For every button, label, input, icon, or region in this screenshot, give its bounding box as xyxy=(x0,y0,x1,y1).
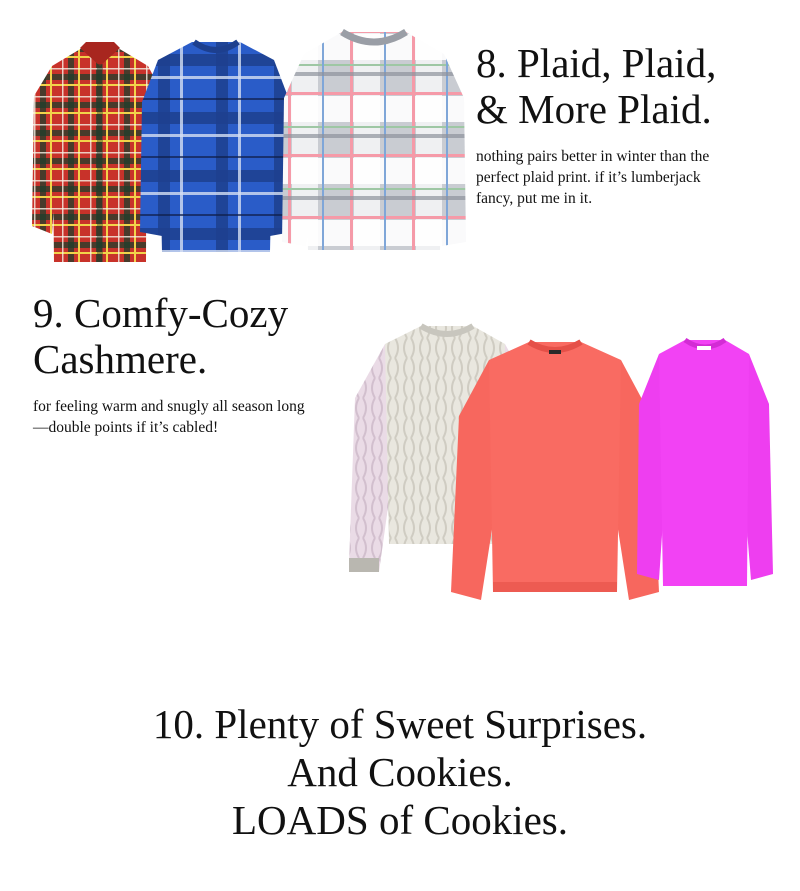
grey-plaid-sweater-image xyxy=(276,18,472,263)
item-8-title xyxy=(476,40,796,132)
cashmere-image-group xyxy=(345,318,785,608)
item-8-description-line-3: fancy, put me in it. xyxy=(476,190,593,207)
magenta-crewneck-sweater-image xyxy=(629,334,779,594)
item-8-description-line-1: nothing pairs better in winter than the xyxy=(476,148,710,165)
item-10-title xyxy=(0,700,800,844)
item-10-title-line-1: 10. Plenty of Sweet Surprises. xyxy=(152,701,648,747)
item-8-title-line-2: & More Plaid. xyxy=(476,86,712,132)
item-8-description xyxy=(476,146,776,209)
plaid-image-group xyxy=(30,18,470,263)
item-10-title-line-3: LOADS of Cookies. xyxy=(232,797,568,843)
item-9-title-line-1: 9. Comfy-Cozy xyxy=(33,290,289,336)
blue-plaid-sweater-image xyxy=(136,32,296,264)
item-8-title-line-1: 8. Plaid, Plaid, xyxy=(476,40,717,86)
item-9-description-line-1: for feeling warm and snugly all season long xyxy=(33,398,305,415)
item-9-description xyxy=(33,396,373,438)
item-9-description-line-2: —double points if it’s cabled! xyxy=(33,419,219,436)
item-9-title-line-2: Cashmere. xyxy=(33,336,208,382)
item-10-title-line-2: And Cookies. xyxy=(287,749,513,795)
item-9-title xyxy=(33,290,373,382)
item-8-description-line-2: perfect plaid print. if it’s lumberjack xyxy=(476,169,701,186)
